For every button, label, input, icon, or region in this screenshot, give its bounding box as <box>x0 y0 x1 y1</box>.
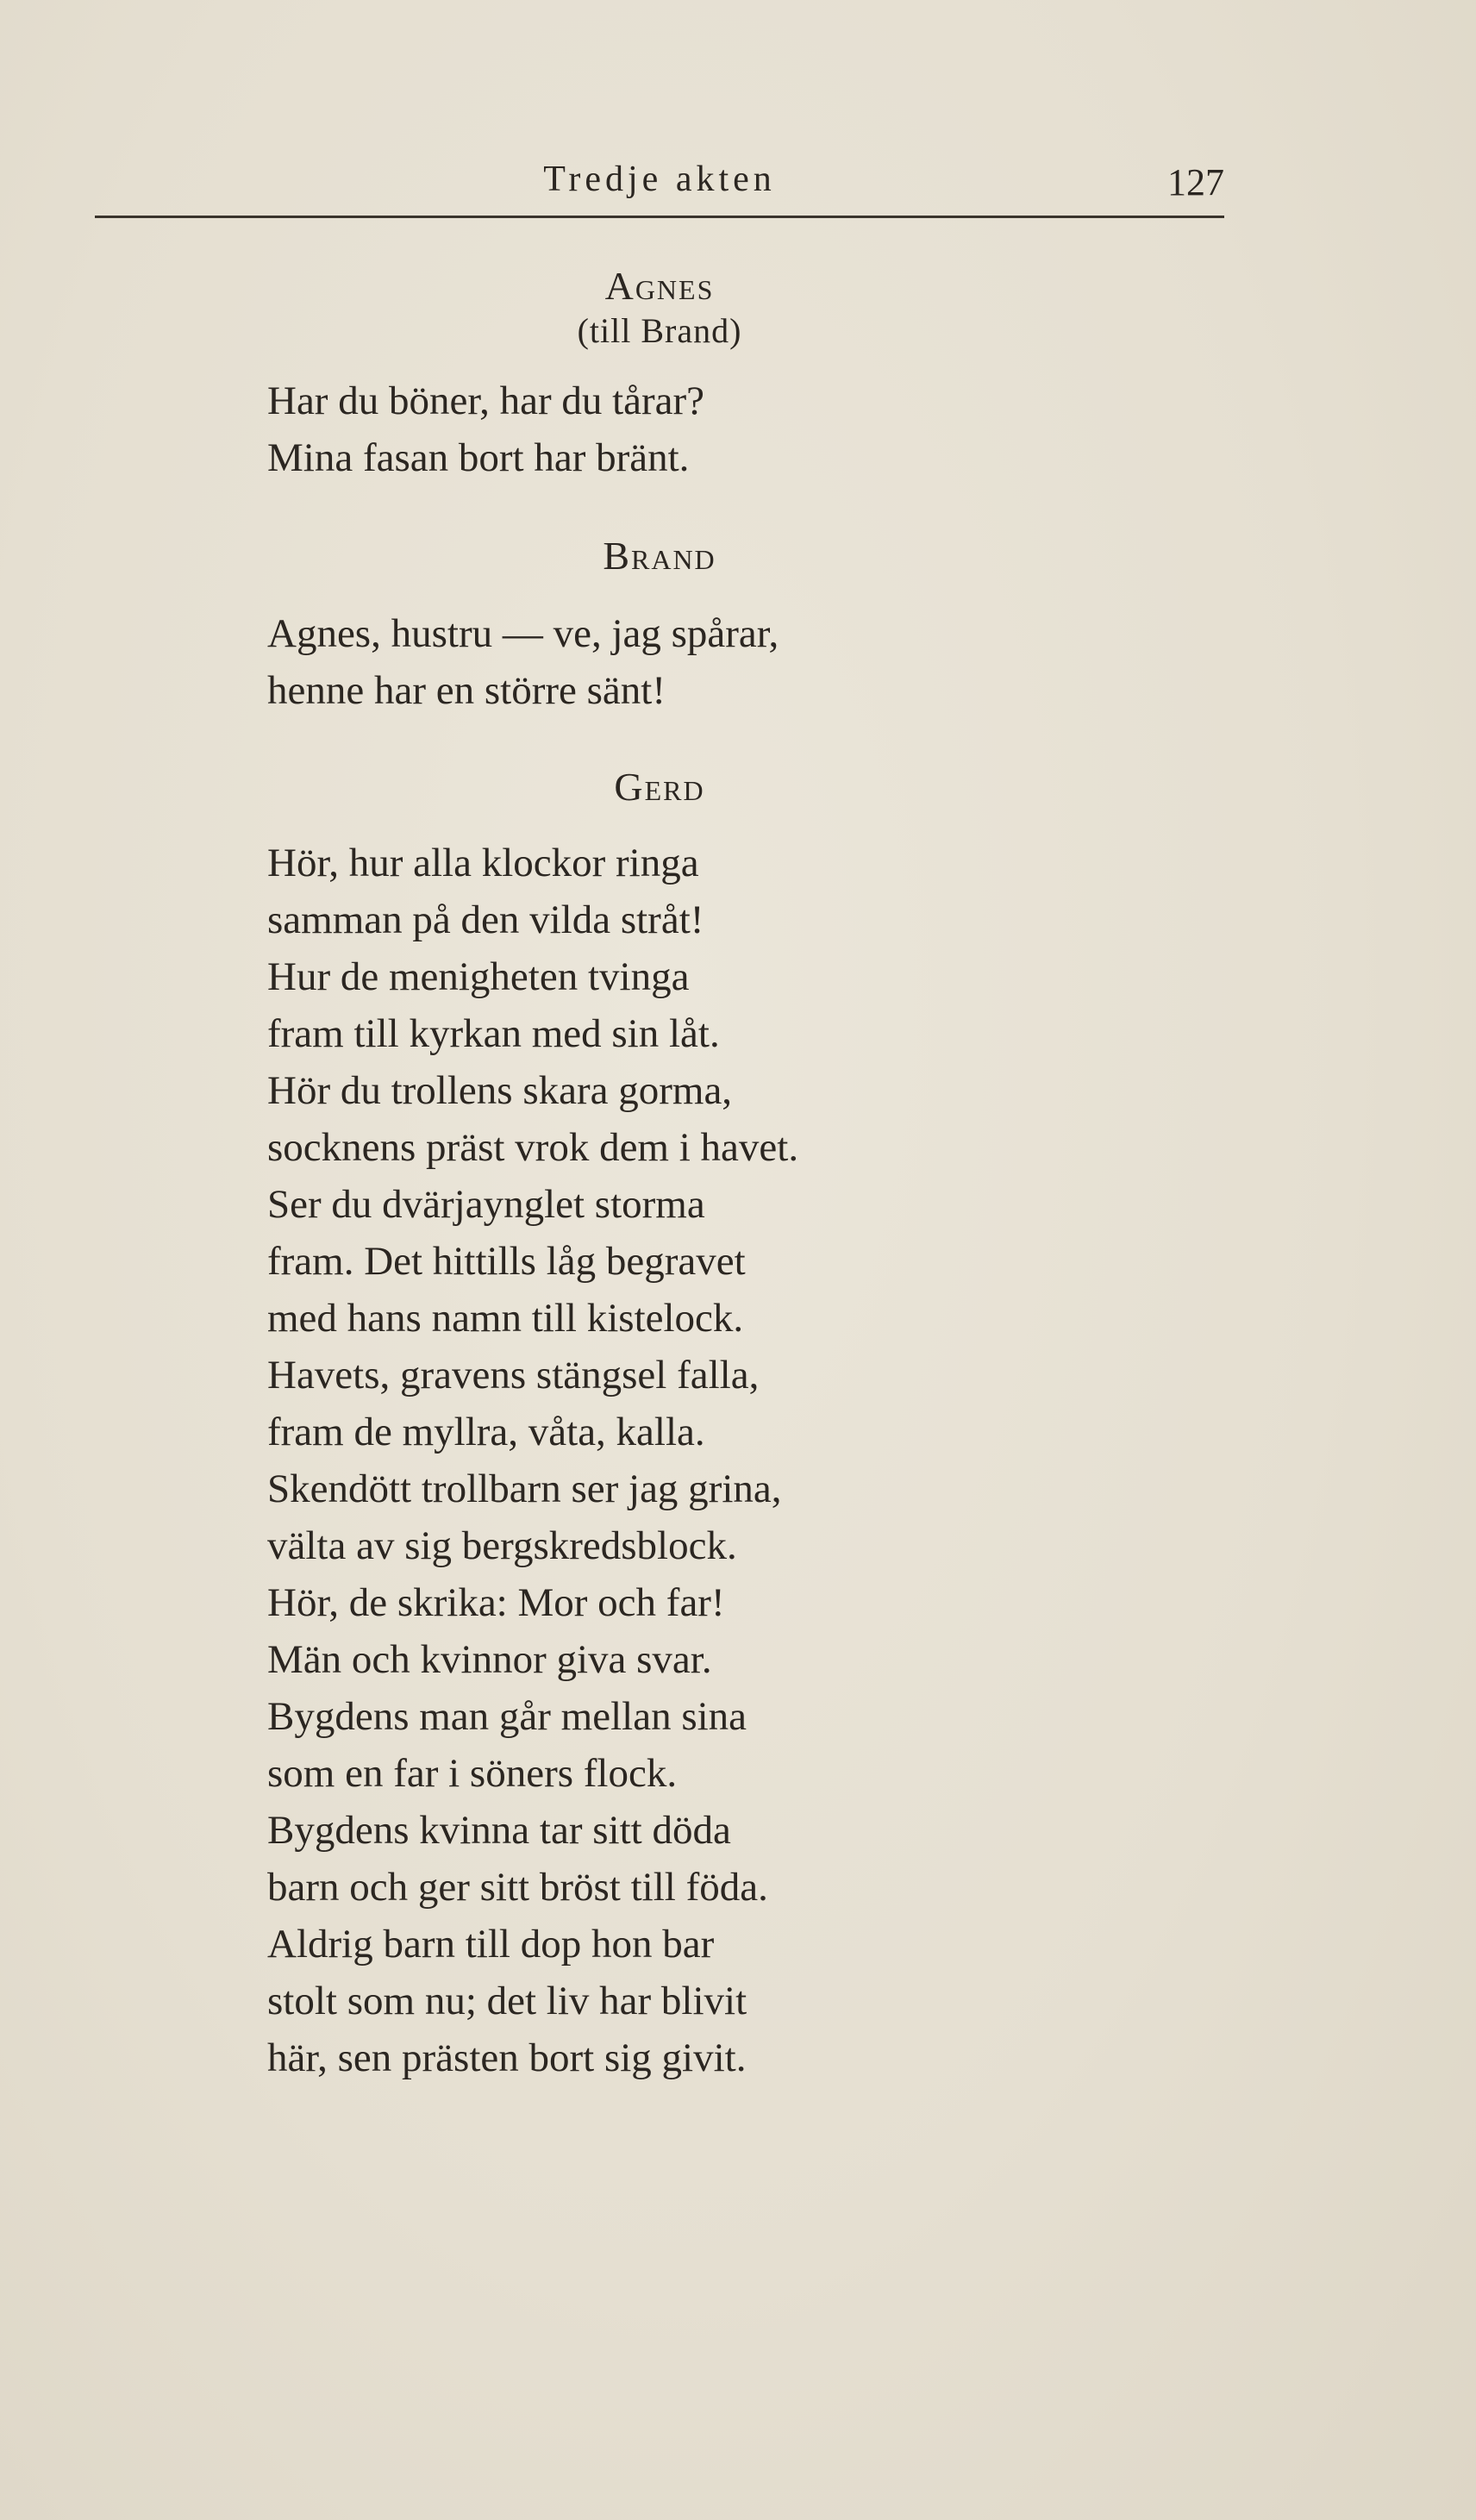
verse-line: Hör du trollens skara gorma, <box>267 1068 733 1113</box>
verse-line: Skendött trollbarn ser jag grina, <box>267 1466 782 1511</box>
verse-line: med hans namn till kistelock. <box>267 1296 744 1341</box>
verse-line: henne har en större sänt! <box>267 668 666 713</box>
verse-line: barn och ger sitt bröst till föda. <box>267 1865 768 1910</box>
verse-line: Hör, de skrika: Mor och far! <box>267 1580 725 1625</box>
running-title: Tredje akten <box>543 159 776 199</box>
verse-block <box>267 835 798 2086</box>
verse-line: Ser du dvärjaynglet storma <box>267 1182 705 1227</box>
verse-line: Havets, gravens stängsel falla, <box>267 1353 760 1398</box>
verse-line: fram. Det hittills låg begravet <box>267 1239 746 1284</box>
verse-block <box>267 605 779 719</box>
stage-direction: (till Brand) <box>577 311 742 350</box>
verse-line: Agnes, hustru — ve, jag spårar, <box>267 611 779 656</box>
page-header <box>95 147 1224 218</box>
verse-line: Bygdens man går mellan sina <box>267 1694 747 1739</box>
verse-line: Mina fasan bort har bränt. <box>267 435 690 480</box>
verse-line: Aldrig barn till dop hon bar <box>267 1922 715 1967</box>
verse-block <box>267 372 704 486</box>
speaker-name: Brand <box>603 534 716 578</box>
verse-line: Män och kvinnor giva svar. <box>267 1637 712 1682</box>
speaker-name: Gerd <box>614 765 705 809</box>
verse-line: Hur de menigheten tvinga <box>267 954 690 999</box>
verse-line: stolt som nu; det liv har blivit <box>267 1979 747 2023</box>
verse-line: Har du böner, har du tårar? <box>267 378 705 423</box>
page-number: 127 <box>1167 161 1224 203</box>
verse-line: välta av sig bergskredsblock. <box>267 1523 737 1568</box>
verse-line: här, sen prästen bort sig givit. <box>267 2035 747 2080</box>
verse-line: Bygdens kvinna tar sitt döda <box>267 1808 731 1853</box>
verse-line: socknens präst vrok dem i havet. <box>267 1125 799 1170</box>
verse-line: samman på den vilda stråt! <box>267 897 704 942</box>
speaker-name: Agnes <box>604 264 715 308</box>
verse-line: fram till kyrkan med sin låt. <box>267 1011 720 1056</box>
verse-line: som en far i söners flock. <box>267 1751 678 1796</box>
verse-line: fram de myllra, våta, kalla. <box>267 1410 705 1454</box>
verse-line: Hör, hur alla klockor ringa <box>267 841 699 885</box>
